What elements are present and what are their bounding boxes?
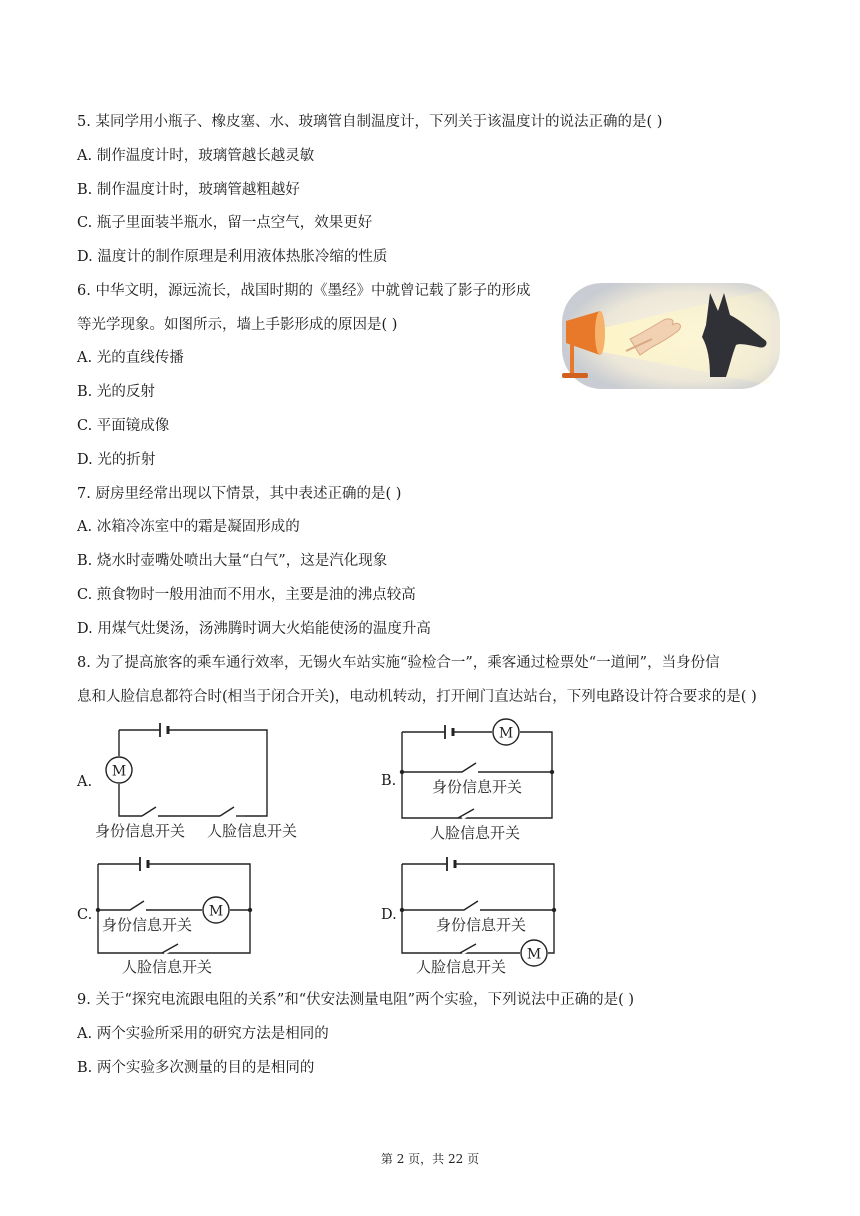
q7-option-d: D. 用煤气灶煲汤，汤沸腾时调大火焰能使汤的温度升高: [77, 621, 431, 637]
q9-option-a: A. 两个实验所采用的研究方法是相同的: [77, 1026, 329, 1042]
hand-shadow-illustration: [560, 281, 782, 391]
q5-option-d: D. 温度计的制作原理是利用液体热胀冷缩的性质: [77, 249, 388, 265]
q9-option-b: B. 两个实验多次测量的目的是相同的: [77, 1060, 315, 1076]
circuit-a-switch1: [142, 807, 156, 816]
circuit-a-switch2-label: 人脸信息开关: [207, 822, 298, 840]
q7-option-b: B. 烧水时壶嘴处喷出大量“白气”，这是汽化现象: [77, 553, 388, 569]
circuit-a-wire-top: [119, 730, 267, 816]
circuit-a-motor-label: M: [111, 763, 127, 780]
q7-stem: 7. 厨房里经常出现以下情景，其中表述正确的是( ): [77, 486, 402, 502]
circuit-a-switch2: [220, 807, 234, 816]
q6-option-d: D. 光的折射: [77, 452, 156, 468]
q7-option-a: A. 冰箱冷冻室中的霜是凝固形成的: [77, 519, 300, 535]
circuit-d-switch1-label: 身份信息开关: [436, 916, 527, 934]
circuit-b-letter: B.: [381, 773, 397, 789]
circuit-d-letter: D.: [381, 907, 397, 923]
q9-stem: 9. 关于“探究电流跟电阻的关系”和“伏安法测量电阻”两个实验，下列说法中正确的是( ): [77, 992, 635, 1008]
q5-option-c: C. 瓶子里面装半瓶水，留一点空气，效果更好: [77, 215, 373, 231]
circuit-c-switch2-label: 人脸信息开关: [122, 958, 213, 976]
circuit-d-switch2-label: 人脸信息开关: [416, 958, 507, 976]
circuit-c-switch1-label: 身份信息开关: [102, 916, 193, 934]
circuit-d-motor-label: M: [526, 946, 542, 963]
circuit-a-letter: A.: [77, 774, 93, 790]
circuit-c-outer-loop: [98, 864, 250, 953]
lamp-stand: [570, 343, 574, 373]
q6-option-a: A. 光的直线传播: [77, 350, 184, 366]
q5-option-b: B. 制作温度计时，玻璃管越粗越好: [77, 182, 300, 198]
circuit-b-node-left: [400, 770, 404, 774]
page-footer: 第 2 页，共 22 页: [380, 1152, 480, 1166]
circuit-c: [74, 852, 264, 978]
q5-stem: 5. 某同学用小瓶子、橡皮塞、水、玻璃管自制温度计，下列关于该温度计的说法正确的是( ): [77, 114, 663, 130]
circuit-b-node-right: [550, 770, 554, 774]
circuit-c-node-left: [96, 908, 100, 912]
q5-option-a: A. 制作温度计时，玻璃管越长越灵敏: [77, 148, 315, 164]
circuit-b-switch2-label: 人脸信息开关: [430, 824, 521, 842]
circuit-d: [378, 852, 568, 978]
circuit-b-outer-loop: [402, 732, 552, 818]
circuit-a-switch1-label: 身份信息开关: [95, 822, 186, 840]
lamp-base: [562, 373, 588, 378]
circuit-d-node-left: [400, 908, 404, 912]
circuit-b-switch1-label: 身份信息开关: [432, 778, 523, 796]
circuit-d-branch-switch1: [402, 901, 554, 910]
q8-stem-line1: 8. 为了提高旅客的乘车通行效率，无锡火车站实施“验检合一”，乘客通过检票处“一道闸”，当身份信: [77, 655, 720, 671]
q8-stem-line2: 息和人脸信息都符合时(相当于闭合开关)，电动机转动，打开闸门直达站台，下列电路设计符合要求的是( ): [77, 689, 757, 705]
circuit-c-letter: C.: [77, 907, 93, 923]
circuit-d-node-right: [552, 908, 556, 912]
q6-option-c: C. 平面镜成像: [77, 418, 170, 434]
circuit-c-motor-label: M: [208, 903, 224, 920]
q7-option-c: C. 煎食物时一般用油而不用水，主要是油的沸点较高: [77, 587, 416, 603]
q6-stem-line1: 6. 中华文明，源远流长，战国时期的《墨经》中就曾记载了影子的形成: [77, 283, 531, 299]
q6-stem-line2: 等光学现象。如图所示，墙上手影形成的原因是( ): [77, 317, 398, 333]
circuit-a: [74, 718, 324, 842]
circuit-b-motor-label: M: [498, 725, 514, 742]
circuit-b: [378, 716, 568, 844]
q6-option-b: B. 光的反射: [77, 384, 155, 400]
circuit-b-branch-switch1: [402, 763, 552, 772]
circuit-c-node-right: [248, 908, 252, 912]
